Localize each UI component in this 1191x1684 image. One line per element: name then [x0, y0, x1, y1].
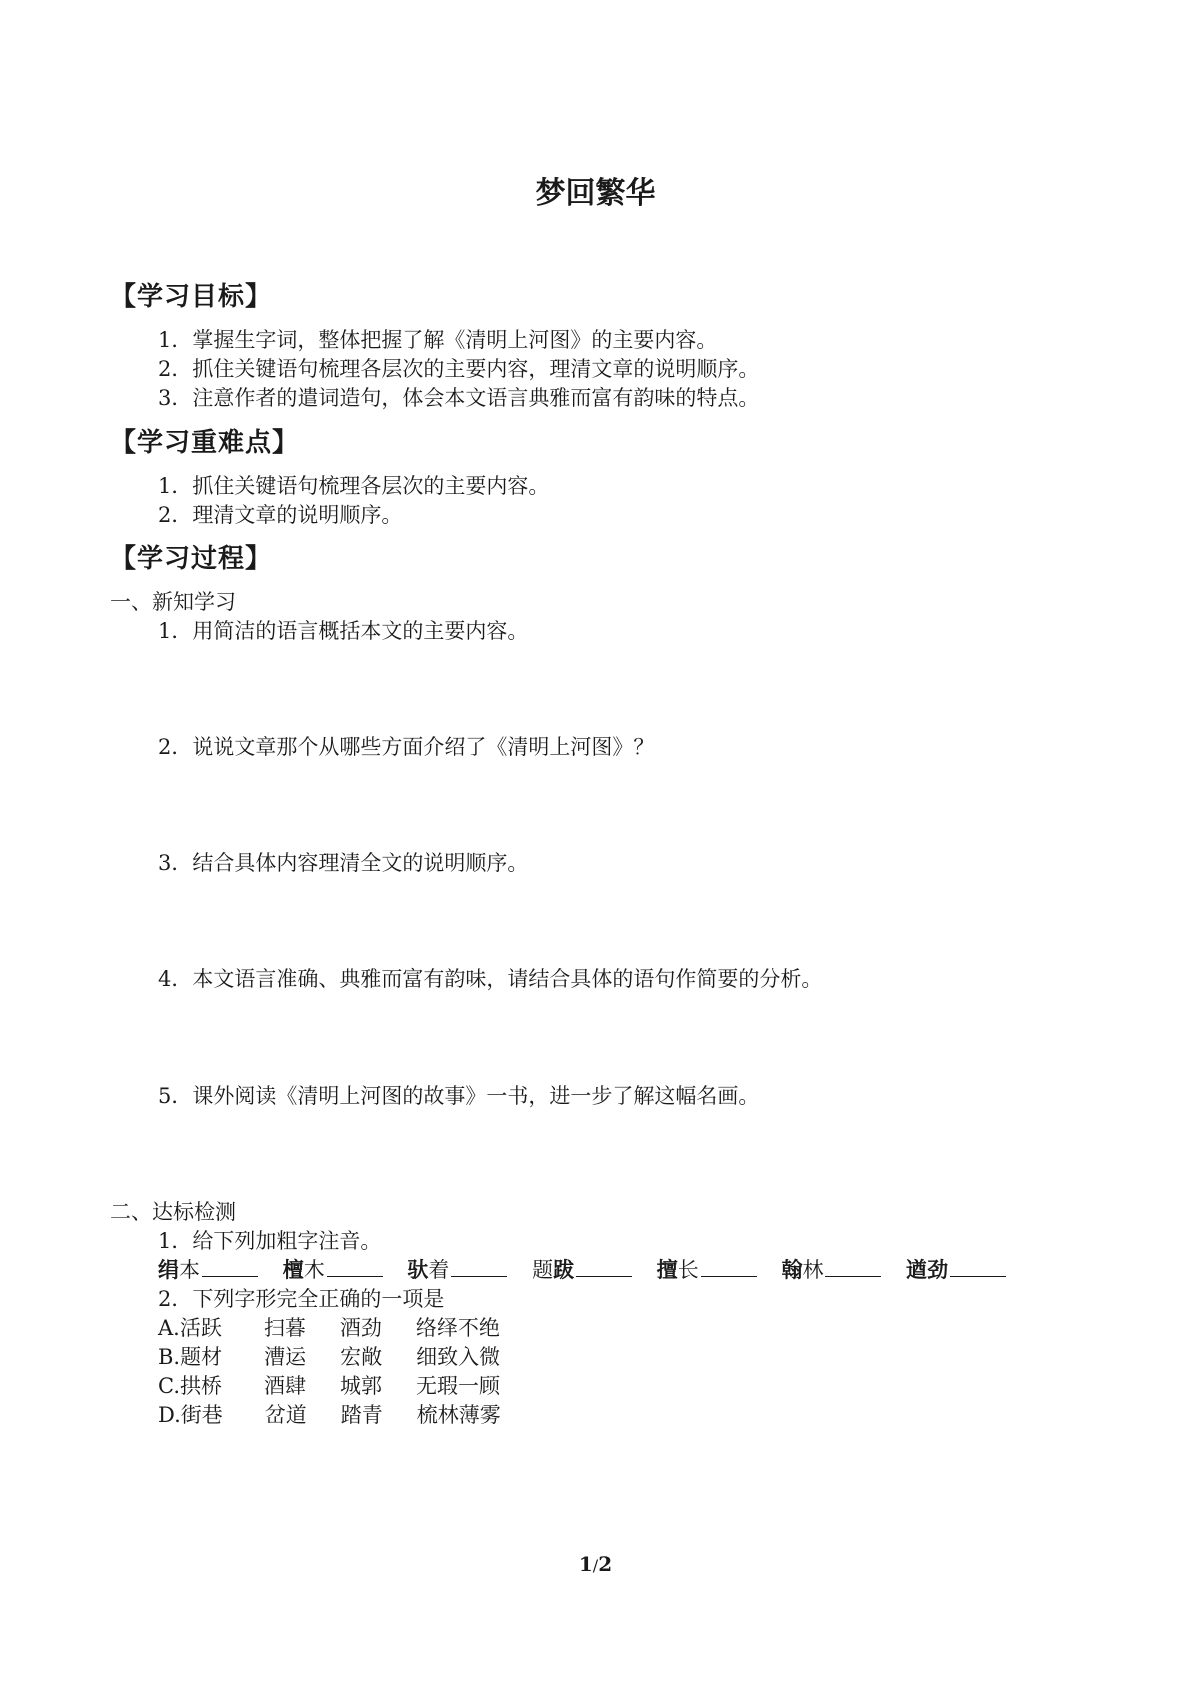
pron-item: 驮着	[407, 1254, 507, 1284]
objective-item-3: 3．注意作者的遣词造句，体会本文语言典雅而富有韵味的特点。	[158, 386, 760, 410]
objective-item-2: 2．抓住关键语句梳理各层次的主要内容，理清文章的说明顺序。	[158, 357, 760, 381]
test-question-1: 1．给下列加粗字注音。	[158, 1229, 382, 1253]
answer-blank	[701, 1258, 757, 1277]
answer-blank	[950, 1258, 1006, 1277]
page-title: 梦回繁华	[535, 176, 656, 211]
option-b: B.题材 漕运 宏敞 细致入微	[158, 1345, 501, 1369]
answer-blank	[576, 1258, 632, 1277]
page-separator: /	[592, 1556, 599, 1575]
question-4: 4．本文语言准确、典雅而富有韵味，请结合具体的语句作简要的分析。	[158, 967, 823, 991]
pronunciation-row	[158, 1254, 1024, 1284]
question-2: 2．说说文章那个从哪些方面介绍了《清明上河图》？	[158, 735, 655, 759]
option-a: A.活跃 扫暮 酒劲 络绎不绝	[158, 1316, 500, 1340]
answer-blank	[327, 1258, 383, 1277]
pron-item: 翰林	[781, 1254, 881, 1284]
objective-item-1: 1．掌握生字词，整体把握了解《清明上河图》的主要内容。	[158, 328, 718, 352]
test-question-2: 2．下列字形完全正确的一项是	[158, 1287, 445, 1311]
question-3: 3．结合具体内容理清全文的说明顺序。	[158, 851, 529, 875]
process-heading: 【学习过程】	[110, 544, 273, 574]
option-d: D.街巷 岔道 踏青 梳林薄雾	[158, 1403, 501, 1427]
question-5: 5．课外阅读《清明上河图的故事》一书，进一步了解这幅名画。	[158, 1084, 760, 1108]
pron-item: 题跋	[532, 1254, 632, 1284]
part1-label: 一、新知学习	[110, 590, 236, 614]
pron-item: 檀木	[283, 1254, 383, 1284]
total-pages: 2	[598, 1552, 613, 1576]
answer-blank	[451, 1258, 507, 1277]
pron-item: 遒劲	[906, 1254, 1006, 1284]
key-point-item-2: 2．理清文章的说明顺序。	[158, 503, 403, 527]
option-c: C.拱桥 酒肆 城郭 无瑕一顾	[158, 1374, 500, 1398]
pron-item: 绢本	[158, 1254, 258, 1284]
page-number	[0, 1552, 1191, 1576]
key-point-item-1: 1．抓住关键语句梳理各层次的主要内容。	[158, 474, 550, 498]
part2-label: 二、达标检测	[110, 1200, 236, 1224]
key-points-heading: 【学习重难点】	[110, 428, 300, 458]
pron-item: 擅长	[657, 1254, 757, 1284]
objectives-heading: 【学习目标】	[110, 282, 273, 312]
question-1: 1．用简洁的语言概括本文的主要内容。	[158, 619, 529, 643]
current-page: 1	[578, 1552, 593, 1576]
answer-blank	[825, 1258, 881, 1277]
answer-blank	[202, 1258, 258, 1277]
